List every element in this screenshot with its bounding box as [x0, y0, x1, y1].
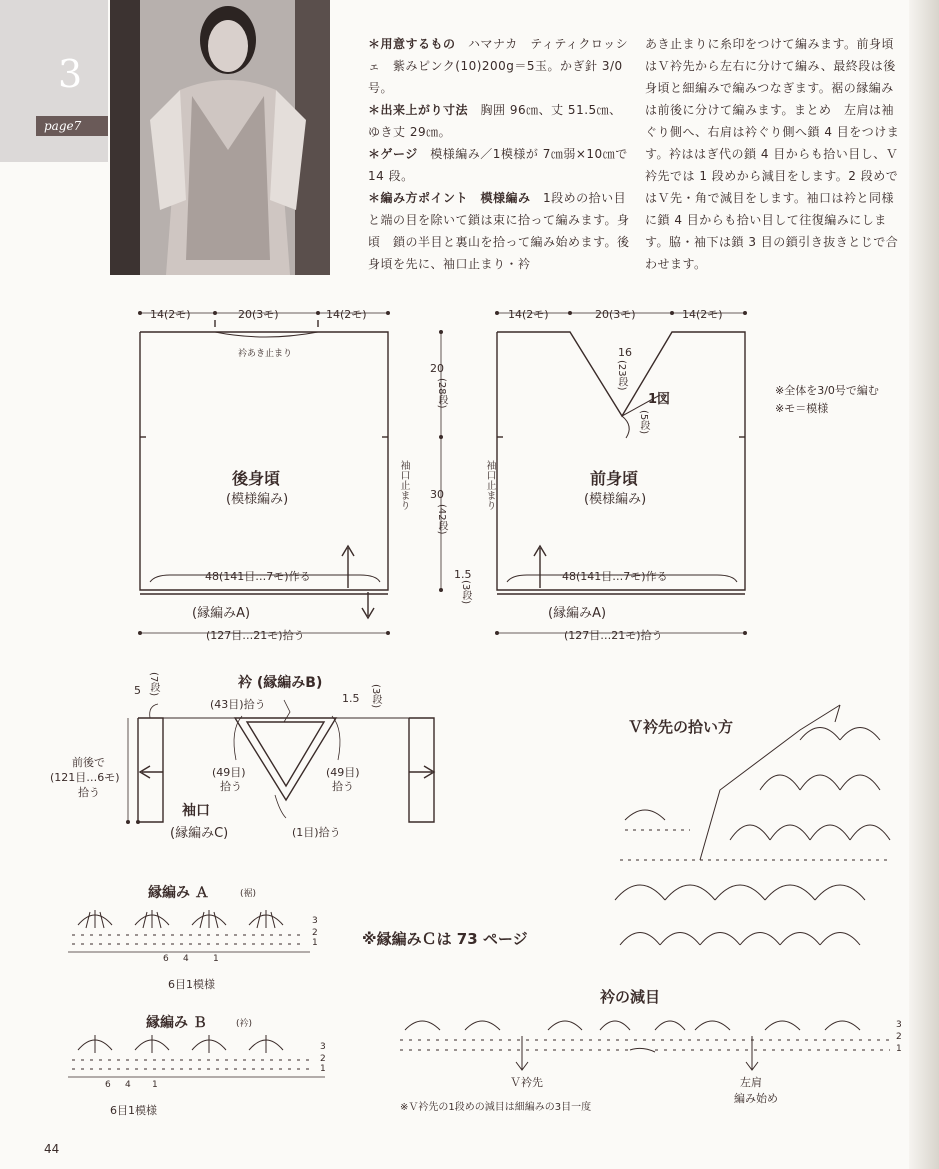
edge-a-fans	[78, 910, 283, 928]
edge-rows: (3段)	[460, 580, 471, 605]
edge-b-row3: 3	[320, 1042, 326, 1052]
back-edging: (縁編みA)	[192, 606, 251, 621]
upper-rows: (28段)	[436, 378, 447, 409]
dec-row2: 2	[896, 1032, 902, 1042]
edge-b-row1: 1	[320, 1064, 326, 1074]
front-v-rows: (23段)	[616, 360, 627, 391]
sleeve-subtitle: (縁編みC)	[170, 826, 229, 841]
back-dim-left: 14(2モ)	[150, 308, 191, 321]
note-mo: ※モ＝模様	[775, 402, 829, 415]
edge-c-note: ※縁編みＣは 73 ページ	[362, 930, 528, 948]
collar-edge-rows: (3段)	[370, 684, 381, 709]
edge-a-title: 縁編み Ａ	[148, 885, 209, 901]
front-title: 前身頃	[590, 469, 639, 488]
materials-text: ＊用意するもの ハマナカ ティティクロッシェ 紫みピンク(10)200g＝5玉。かぎ針 3/0号。 ＊出来上がり寸法 胸囲 96㎝、丈 51.5㎝、ゆき丈 29㎝。 ＊ゲージ 模様編み／1模様が 7㎝弱×10㎝で 14 段。 ＊編み方ポイント 模様編み 1段めの拾い目と端の目を除いて鎖は束に拾って編みます。身頃 鎖の半目と裏山を拾って編み始めます。後身頃を先に、袖口止まり・衿	[368, 37, 630, 271]
v-point-label: Ｖ衿先	[510, 1076, 543, 1089]
page-gutter-shadow	[909, 0, 939, 1169]
edge-a-row1: 1	[312, 938, 318, 948]
v-neck-pickup-chart	[615, 705, 890, 945]
collar-top-pickup: (43目)拾う	[210, 698, 266, 711]
collar-height-rows: (7段)	[148, 672, 159, 697]
edge-b-title: 縁編み Ｂ	[146, 1015, 207, 1031]
front-pickup: (127目…21モ)拾う	[564, 629, 663, 642]
note-hook: ※全体を3/0号で編む	[775, 384, 879, 397]
front-dim-right: 14(2モ)	[682, 308, 723, 321]
edge-a-repeat: 6目1模様	[168, 978, 215, 991]
back-dim-right: 14(2モ)	[326, 308, 367, 321]
left-shoulder-label: 左肩	[740, 1076, 762, 1089]
front-start-chain: 48(141目…7モ)作る	[562, 570, 668, 583]
collar-right-count: (49目)	[326, 766, 360, 779]
front-sleeve-mark: 袖口止まり	[484, 460, 495, 510]
collar-left-count: (49目)	[212, 766, 246, 779]
back-pickup: (127目…21モ)拾う	[206, 629, 305, 642]
back-start-chain: 48(141目…7モ)作る	[205, 570, 311, 583]
edge-b-n6: 6	[105, 1080, 111, 1090]
figure-1-label: 1図	[648, 392, 671, 407]
edge-a-n6: 6	[163, 954, 169, 964]
sleeve-title: 袖口	[182, 803, 210, 819]
front-small-rows: (5段)	[638, 410, 649, 435]
collar-left-pickup: 拾う	[220, 780, 242, 793]
footer-page-number: 44	[44, 1142, 60, 1156]
upper-length: 20	[430, 362, 444, 375]
collar-edge-height: 1.5	[342, 692, 360, 705]
lower-rows: (42段)	[436, 504, 447, 535]
collar-bottom-pickup: (1目)拾う	[292, 826, 341, 839]
edge-a-n1: 1	[213, 954, 219, 964]
edge-b-suffix: (衿)	[236, 1019, 253, 1029]
edge-a-n4: 4	[183, 954, 189, 964]
back-sleeve-mark: 袖口止まり	[398, 460, 409, 510]
edge-b-n1: 1	[152, 1080, 158, 1090]
collar-decrease-title: 衿の減目	[600, 988, 661, 1006]
v-point-note: ※Ｖ衿先の1段めの減目は細編みの3目一度	[400, 1102, 592, 1113]
collar-height: 5	[134, 684, 141, 697]
sleeve-pickup-1: 前後で	[72, 756, 105, 769]
back-dim-center: 20(3モ)	[238, 308, 279, 321]
front-v-depth: 16	[618, 346, 632, 359]
front-edging: (縁編みA)	[548, 606, 607, 621]
back-title: 後身頃	[232, 469, 281, 488]
page-reference: page7	[36, 116, 108, 136]
front-subtitle: (模様編み)	[584, 492, 647, 507]
back-neck-mark: 衿あき止まり	[238, 349, 293, 359]
edge-b-n4: 4	[125, 1080, 131, 1090]
edge-length: 1.5	[454, 568, 472, 581]
v-neck-title: Ｖ衿先の拾い方	[628, 718, 734, 736]
edge-b-repeat: 6目1模様	[110, 1104, 157, 1117]
edge-b-row2: 2	[320, 1054, 326, 1064]
collar-title: 衿 (縁編みB)	[238, 675, 323, 691]
sleeve-pickup-2: (121目…6モ)	[50, 771, 120, 784]
start-label: 編み始め	[734, 1092, 778, 1105]
edge-a-suffix: (裾)	[240, 889, 257, 899]
edge-a-row3: 3	[312, 916, 318, 926]
front-dim-left: 14(2モ)	[508, 308, 549, 321]
instructions-text: あき止まりに糸印をつけて編みます。前身頃はＶ衿先から左右に分けて編み、最終段は後身頃と細編みで編みつなぎます。裾の縁編みは前後に分けて編みます。まとめ 左肩は袖ぐり側へ、右肩は衿ぐり側へ鎖 4 目をつけます。衿ははぎ代の鎖 4 目からも拾い目し、Ｖ衿先では 1 段めから減目をします。2 段めではＶ先・角で減目をします。袖口は衿と同様に鎖 4 目からも拾い目して往復編みにします。脇・袖下は鎖 3 目の鎖引き抜きとじで合わせます。	[645, 37, 900, 271]
sleeve-pickup-3: 拾う	[78, 786, 100, 799]
back-subtitle: (模様編み)	[226, 492, 289, 507]
pattern-number: 3	[58, 52, 83, 96]
edge-a-row2: 2	[312, 928, 318, 938]
dec-row3: 3	[896, 1020, 902, 1030]
front-dim-center: 20(3モ)	[595, 308, 636, 321]
dec-row1: 1	[896, 1044, 902, 1054]
collar-right-pickup: 拾う	[332, 780, 354, 793]
lower-length: 30	[430, 488, 444, 501]
